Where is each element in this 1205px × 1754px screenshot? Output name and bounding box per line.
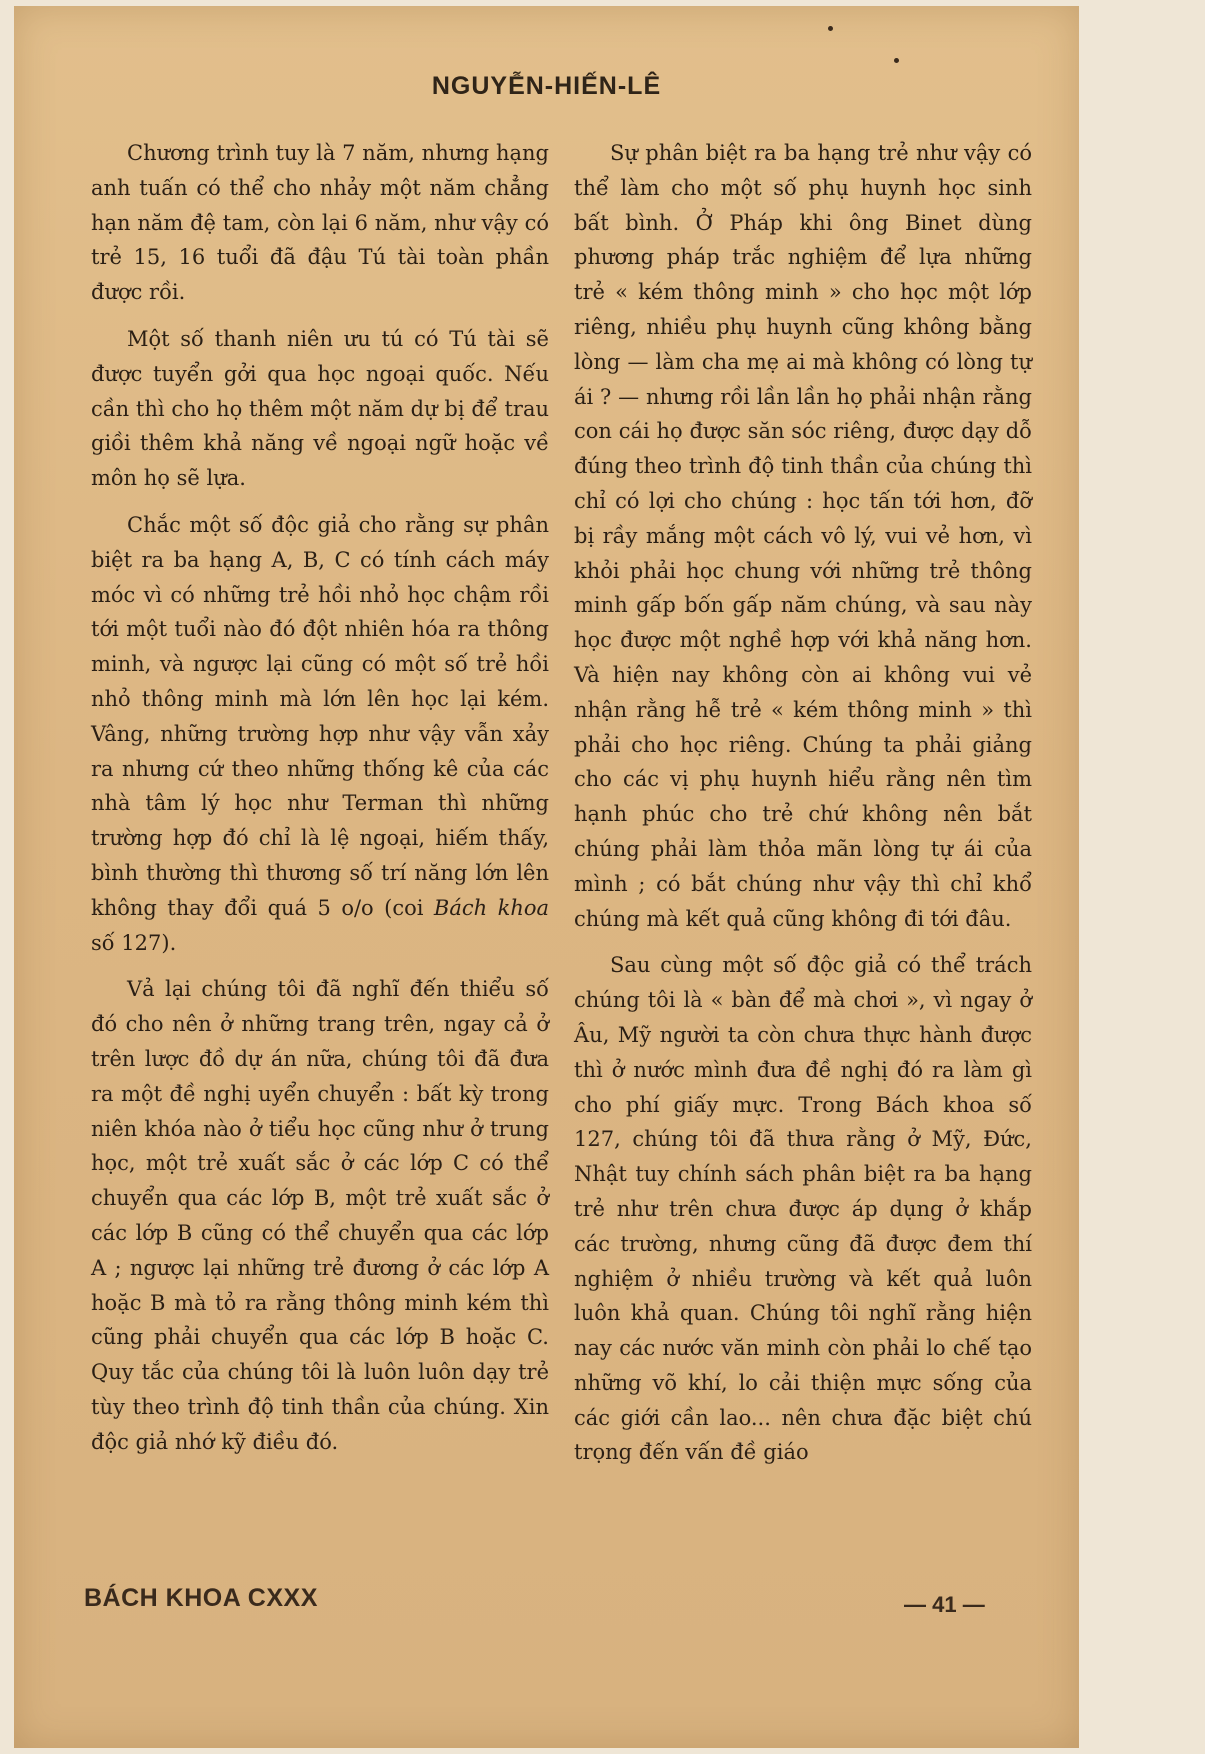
left-column xyxy=(91,136,549,1471)
paragraph: Vả lại chúng tôi đã nghĩ đến thiểu số đó cho nên ở những trang trên, ngay cả ở trên lược đồ dự án nữa, chúng tôi đã đưa ra một đề nghị uyển chuyển : bất kỳ trong niên khóa nào ở tiểu học cũng như ở trung học, một trẻ xuất sắc ở các lớp C có thể chuyển qua các lớp B, một trẻ xuất sắc ở các lớp B cũng có thể chuyển qua các lớp A ; ngược lại những trẻ đương ở các lớp A hoặc B mà tỏ ra rằng thông minh kém thì cũng phải chuyển qua các lớp B hoặc C. Quy tắc của chúng tôi là luôn luôn dạy trẻ tùy theo trình độ tinh thần của chúng. Xin độc giả nhớ kỹ điều đó. xyxy=(91,977,549,1454)
paragraph xyxy=(91,508,549,960)
paragraph-text: số 127). xyxy=(91,930,177,955)
paragraph: Chương trình tuy là 7 năm, nhưng hạng anh tuấn có thể cho nhảy một năm chẳng hạn năm đệ tam, còn lại 6 năm, như vậy có trẻ 15, 16 tuổi đã đậu Tú tài toàn phần được rồi. xyxy=(91,141,549,305)
page-number: — 41 — xyxy=(904,1592,985,1617)
paragraph: Một số thanh niên ưu tú có Tú tài sẽ được tuyển gởi qua học ngoại quốc. Nếu cần thì cho họ thêm một năm dự bị để trau giồi thêm khả năng về ngoại ngữ hoặc về môn họ sẽ lựa. xyxy=(91,326,549,491)
ink-speck xyxy=(828,26,833,31)
running-header: NGUYỄN-HIẾN-LÊ xyxy=(431,72,662,100)
magazine-title-italic: Bách khoa xyxy=(433,895,550,920)
paragraph: Sự phân biệt ra ba hạng trẻ như vậy có thể làm cho một số phụ huynh học sinh bất bình. Ở Pháp khi ông Binet dùng phương pháp trắc nghiệm để lựa những trẻ « kém thông minh » cho học một lớp riêng, nhiều phụ huynh cũng không bằng lòng — làm cha mẹ ai mà không có lòng tự ái ? — nhưng rồi lần lần họ phải nhận rằng con cái họ được săn sóc riêng, được dạy dỗ đúng theo trình độ tinh thần của chúng thì chỉ có lợi cho chúng : học tấn tới hơn, đỡ bị rầy mắng một cách vô lý, vui vẻ hơn, vì khỏi phải học chung với những trẻ thông minh gấp bốn gấp năm chúng, và sau này học được một nghề hợp với khả năng hơn. Và hiện nay không còn ai không vui vẻ nhận rằng hễ trẻ « kém thông minh » thì phải cho học riêng. Chúng ta phải giảng cho các vị phụ huynh hiểu rằng nên tìm hạnh phúc cho trẻ chứ không nên bắt chúng phải làm thỏa mãn lòng tự ái của mình ; có bắt chúng như vậy thì chỉ khổ chúng mà kết quả cũng không đi tới đâu. xyxy=(574,141,1032,931)
ink-speck xyxy=(894,58,899,63)
book-page xyxy=(14,6,1079,1748)
paragraph-text: Chắc một số độc giả cho rằng sự phân biệt ra ba hạng A, B, C có tính cách máy móc vì có những trẻ hồi nhỏ học chậm rồi tới một tuổi nào đó đột nhiên hóa ra thông minh, và ngược lại cũng có một số trẻ hồi nhỏ thông minh mà lớn lên học lại kém. Vâng, những trường hợp như vậy vẫn xảy ra nhưng cứ theo những thống kê của các nhà tâm lý học như Terman thì những trường hợp đó chỉ là lệ ngoại, hiếm thấy, bình thường thì thương số trí năng lớn lên không thay đổi quá 5 o/o (coi xyxy=(91,512,549,920)
right-column xyxy=(574,136,1032,1482)
paragraph: Sau cùng một số độc giả có thể trách chúng tôi là « bàn để mà chơi », vì ngay ở Âu, Mỹ người ta còn chưa thực hành được thì ở nước mình đưa đề nghị đó ra làm gì cho phí giấy mực. Trong Bách khoa số 127, chúng tôi đã thưa rằng ở Mỹ, Đức, Nhật tuy chính sách phân biệt ra ba hạng trẻ như trên chưa được áp dụng ở khắp các trường, nhưng cũng đã được đem thí nghiệm ở nhiều trường và kết quả luôn luôn khả quan. Chúng tôi nghĩ rằng hiện nay các nước văn minh còn phải lo chế tạo những võ khí, lo cải thiện mực sống của các giới cần lao... nên chưa đặc biệt chú trọng đến vấn đề giáo xyxy=(574,953,1032,1465)
magazine-footer: BÁCH KHOA CXXX xyxy=(84,1584,318,1612)
